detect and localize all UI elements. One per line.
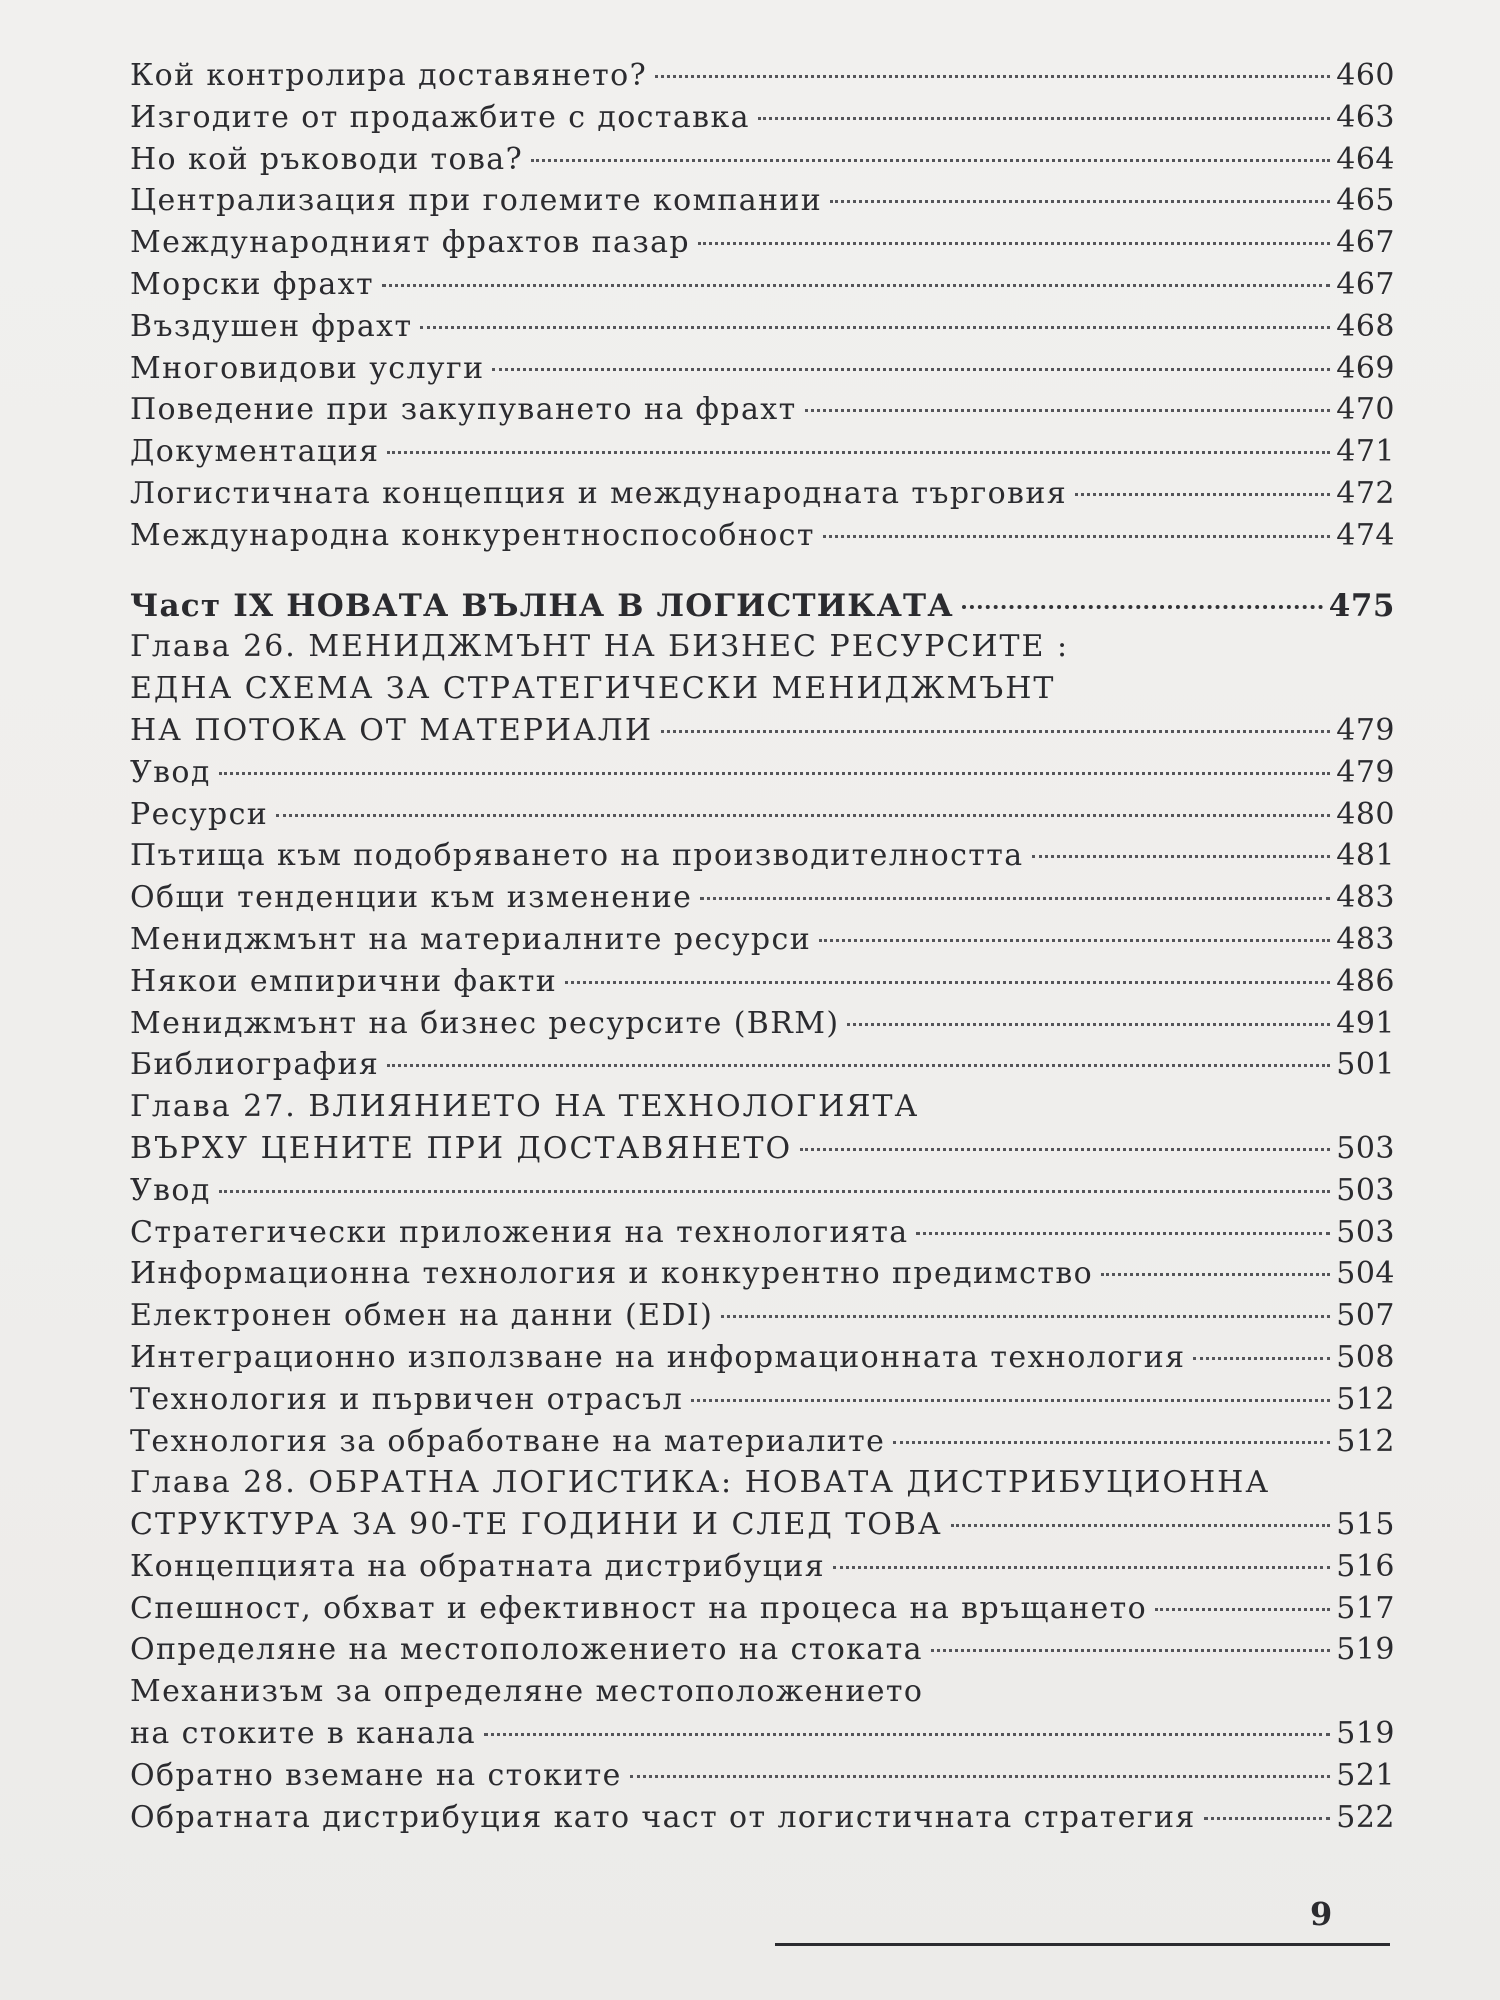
dot-leader (962, 605, 1323, 609)
toc-entry-page: 481 (1336, 838, 1395, 874)
footer-rule (775, 1943, 1390, 1946)
toc-entry (130, 392, 1395, 434)
toc-entry (130, 797, 1395, 839)
dot-leader (1155, 1608, 1330, 1611)
dot-leader (492, 368, 1330, 371)
dot-leader (276, 814, 1330, 817)
toc-entry-page: 464 (1336, 141, 1395, 177)
toc-entry-title: Технология за обработване на материалите (130, 1423, 886, 1459)
toc-entry-title: Увод (130, 754, 211, 790)
dot-leader (420, 326, 1330, 329)
toc-entry-page: 463 (1336, 99, 1395, 135)
toc-entry (130, 476, 1395, 518)
toc-entry (130, 1298, 1395, 1340)
toc-entry-page: 508 (1336, 1339, 1395, 1375)
toc-entry-page: 480 (1336, 796, 1395, 832)
toc-entry-page: 475 (1328, 587, 1395, 624)
dot-leader (698, 242, 1330, 245)
dot-leader (1101, 1273, 1330, 1276)
toc-entry-title: Стратегически приложения на технологията (130, 1214, 909, 1250)
toc-entry-title: Централизация при големите компании (130, 183, 823, 219)
toc-entry-page: 486 (1336, 963, 1395, 999)
toc-entry-title: Въздушен фрахт (130, 308, 413, 344)
toc-entry-page: 479 (1336, 712, 1395, 748)
toc-entry (130, 100, 1395, 142)
toc-entry-page: 512 (1336, 1381, 1395, 1417)
toc-entry-page: 483 (1336, 880, 1395, 916)
toc-entry-page: 491 (1336, 1005, 1395, 1041)
dot-leader (1204, 1817, 1331, 1820)
toc-entry-title: Библиография (130, 1047, 380, 1083)
toc-entry-page: 467 (1336, 225, 1395, 261)
toc-entry (130, 267, 1395, 309)
toc-entry-title: Кой контролира доставянето? (130, 58, 648, 93)
dot-leader (800, 1148, 1330, 1151)
toc-entry-title: СТРУКТУРА ЗА 90-ТЕ ГОДИНИ И СЛЕД ТОВА (130, 1507, 943, 1543)
toc-entry (130, 142, 1395, 184)
dot-leader (833, 1566, 1330, 1569)
toc-entry-title: Логистичната концепция и международната търговия (130, 475, 1068, 511)
toc-entry-title: Интеграционно използване на информационната технология (130, 1339, 1186, 1375)
dot-leader (758, 117, 1330, 120)
toc-entry (130, 964, 1395, 1006)
toc-entry-title: Концепцията на обратната дистрибуция (130, 1548, 826, 1584)
dot-leader (565, 981, 1330, 984)
toc-chapter-heading-cont (130, 713, 1395, 755)
toc-entry (130, 1215, 1395, 1257)
toc-chapter-heading-cont (130, 1507, 1395, 1549)
toc-entry (130, 1549, 1395, 1591)
toc-entry-title: Поведение при закупуването на фрахт (130, 392, 797, 428)
toc-entry-page: 515 (1336, 1507, 1395, 1543)
toc-entry-title: Ресурси (130, 796, 269, 832)
dot-leader (691, 1399, 1330, 1402)
toc-entry (130, 1173, 1395, 1215)
toc-entry-page: 460 (1336, 58, 1395, 93)
toc-entry (130, 1591, 1395, 1633)
toc-entry-title: Някои емпирични факти (130, 963, 558, 999)
toc-entry-page: 474 (1336, 517, 1395, 553)
toc-entry-title: Определяне на местоположението на стоката (130, 1632, 923, 1668)
toc-entry (130, 880, 1395, 922)
dot-leader (1193, 1357, 1330, 1360)
toc-entry (130, 1006, 1395, 1048)
dot-leader (830, 200, 1330, 203)
toc-entry (130, 183, 1395, 225)
dot-leader (387, 1064, 1330, 1067)
toc-entry (130, 1424, 1395, 1466)
toc-entry-page: 503 (1336, 1172, 1395, 1208)
toc-entry-title: Общи тенденции към изменение (130, 880, 693, 916)
toc-entry-page: 471 (1336, 434, 1395, 470)
toc-entry-title: Механизъм за определяне местоположението (130, 1674, 924, 1710)
toc-entry (130, 1256, 1395, 1298)
toc-entry-page: 519 (1336, 1716, 1395, 1752)
toc-entry-title: на стоките в канала (130, 1716, 476, 1752)
toc-entry-page: 521 (1336, 1757, 1395, 1793)
toc-entry-title: Глава 27. ВЛИЯНИЕТО НА ТЕХНОЛОГИЯТА (130, 1089, 920, 1125)
toc-entry (130, 1632, 1395, 1674)
toc-entry-page: 469 (1336, 350, 1395, 386)
dot-leader (387, 451, 1330, 454)
toc-entry (130, 58, 1395, 100)
toc-entry-cont (130, 1716, 1395, 1758)
toc-entry (130, 1674, 1395, 1716)
toc-chapter-heading (130, 1465, 1395, 1507)
dot-leader (805, 409, 1331, 412)
dot-leader (916, 1232, 1330, 1235)
toc-entry-page: 465 (1336, 183, 1395, 219)
dot-leader (484, 1733, 1330, 1736)
toc-entry-title: НА ПОТОКА ОТ МАТЕРИАЛИ (130, 712, 654, 748)
toc-entry-page: 501 (1336, 1047, 1395, 1083)
toc-entry (130, 922, 1395, 964)
toc-entry-page: 507 (1336, 1298, 1395, 1334)
toc-entry (130, 1047, 1395, 1089)
toc-entry (130, 755, 1395, 797)
toc-entry (130, 1758, 1395, 1800)
toc-entry-page: 468 (1336, 308, 1395, 344)
dot-leader (847, 1023, 1330, 1026)
toc-entry-page: 483 (1336, 921, 1395, 957)
toc-entry-page: 512 (1336, 1423, 1395, 1459)
toc-entry (130, 1800, 1395, 1842)
toc-entry-page: 504 (1336, 1256, 1395, 1292)
toc-entry (130, 838, 1395, 880)
toc-entry-page: 467 (1336, 266, 1395, 302)
dot-leader (819, 939, 1330, 942)
toc-entry-page: 503 (1336, 1130, 1395, 1166)
toc-entry-title: Технология и първичен отрасъл (130, 1381, 684, 1417)
toc-entry (130, 225, 1395, 267)
toc-chapter-heading-cont (130, 1131, 1395, 1173)
toc-entry-title: ВЪРХУ ЦЕНИТЕ ПРИ ДОСТАВЯНЕТО (130, 1130, 793, 1166)
toc-chapter-heading (130, 629, 1395, 671)
dot-leader (219, 1190, 1331, 1193)
toc-entry (130, 1382, 1395, 1424)
toc-entry-page: 503 (1336, 1214, 1395, 1250)
toc-entry-page: 519 (1336, 1632, 1395, 1668)
table-of-contents (130, 58, 1395, 1841)
dot-leader (219, 772, 1331, 775)
dot-leader (661, 730, 1330, 733)
toc-entry-title: Морски фрахт (130, 266, 374, 302)
dot-leader (655, 75, 1330, 78)
toc-entry-title: Пътища към подобряването на производителността (130, 838, 1024, 874)
toc-entry (130, 309, 1395, 351)
dot-leader (700, 897, 1330, 900)
dot-leader (1075, 493, 1330, 496)
dot-leader (721, 1315, 1330, 1318)
toc-entry-page: 470 (1336, 392, 1395, 428)
toc-entry-title: Глава 26. МЕНИДЖМЪНТ НА БИЗНЕС РЕСУРСИТЕ : (130, 629, 1070, 665)
toc-entry-title: Обратно вземане на стоките (130, 1757, 622, 1793)
dot-leader (951, 1524, 1331, 1527)
toc-entry-page: 479 (1336, 754, 1395, 790)
toc-entry-title: Информационна технология и конкурентно предимство (130, 1256, 1094, 1292)
toc-entry-title: Мениджмънт на материалните ресурси (130, 921, 812, 957)
dot-leader (382, 284, 1330, 287)
toc-entry-title: Документация (130, 434, 380, 470)
toc-entry-title: Международният фрахтов пазар (130, 225, 690, 261)
toc-entry (130, 351, 1395, 393)
toc-entry-title: Но кой ръководи това? (130, 141, 524, 177)
toc-chapter-heading (130, 1089, 1395, 1131)
toc-entry-title: Изгодите от продажбите с доставка (130, 99, 750, 135)
toc-entry-title: Спешност, обхват и ефективност на процеса на връщането (130, 1590, 1148, 1626)
toc-entry (130, 1340, 1395, 1382)
dot-leader (531, 159, 1330, 162)
dot-leader (630, 1775, 1330, 1778)
toc-entry-title: Обратната дистрибуция като част от логистичната стратегия (130, 1799, 1196, 1835)
toc-entry-title: Част IX НОВАТА ВЪЛНА В ЛОГИСТИКАТА (130, 587, 954, 624)
page-footer (0, 1895, 1500, 1955)
toc-entry-title: Многовидови услуги (130, 350, 485, 386)
toc-entry-page: 516 (1336, 1548, 1395, 1584)
toc-entry-title: Глава 28. ОБРАТНА ЛОГИСТИКА: НОВАТА ДИСТРИБУЦИОННА (130, 1465, 1271, 1501)
toc-entry-page: 517 (1336, 1590, 1395, 1626)
toc-chapter-heading-cont (130, 671, 1395, 713)
dot-leader (1032, 855, 1331, 858)
toc-entry (130, 518, 1395, 560)
toc-entry-title: Международна конкурентноспособност (130, 517, 815, 553)
toc-entry-title: Увод (130, 1172, 211, 1208)
dot-leader (931, 1649, 1330, 1652)
page-number: 9 (1310, 1895, 1333, 1933)
dot-leader (823, 535, 1330, 538)
toc-part-heading (130, 588, 1395, 630)
toc-entry-page: 472 (1336, 475, 1395, 511)
toc-entry (130, 434, 1395, 476)
toc-entry-title: ЕДНА СХЕМА ЗА СТРАТЕГИЧЕСКИ МЕНИДЖМЪНТ (130, 671, 1056, 707)
toc-entry-page: 522 (1336, 1799, 1395, 1835)
toc-entry-title: Мениджмънт на бизнес ресурсите (BRM) (130, 1005, 840, 1041)
toc-entry-title: Електронен обмен на данни (EDI) (130, 1298, 714, 1334)
dot-leader (893, 1441, 1330, 1444)
